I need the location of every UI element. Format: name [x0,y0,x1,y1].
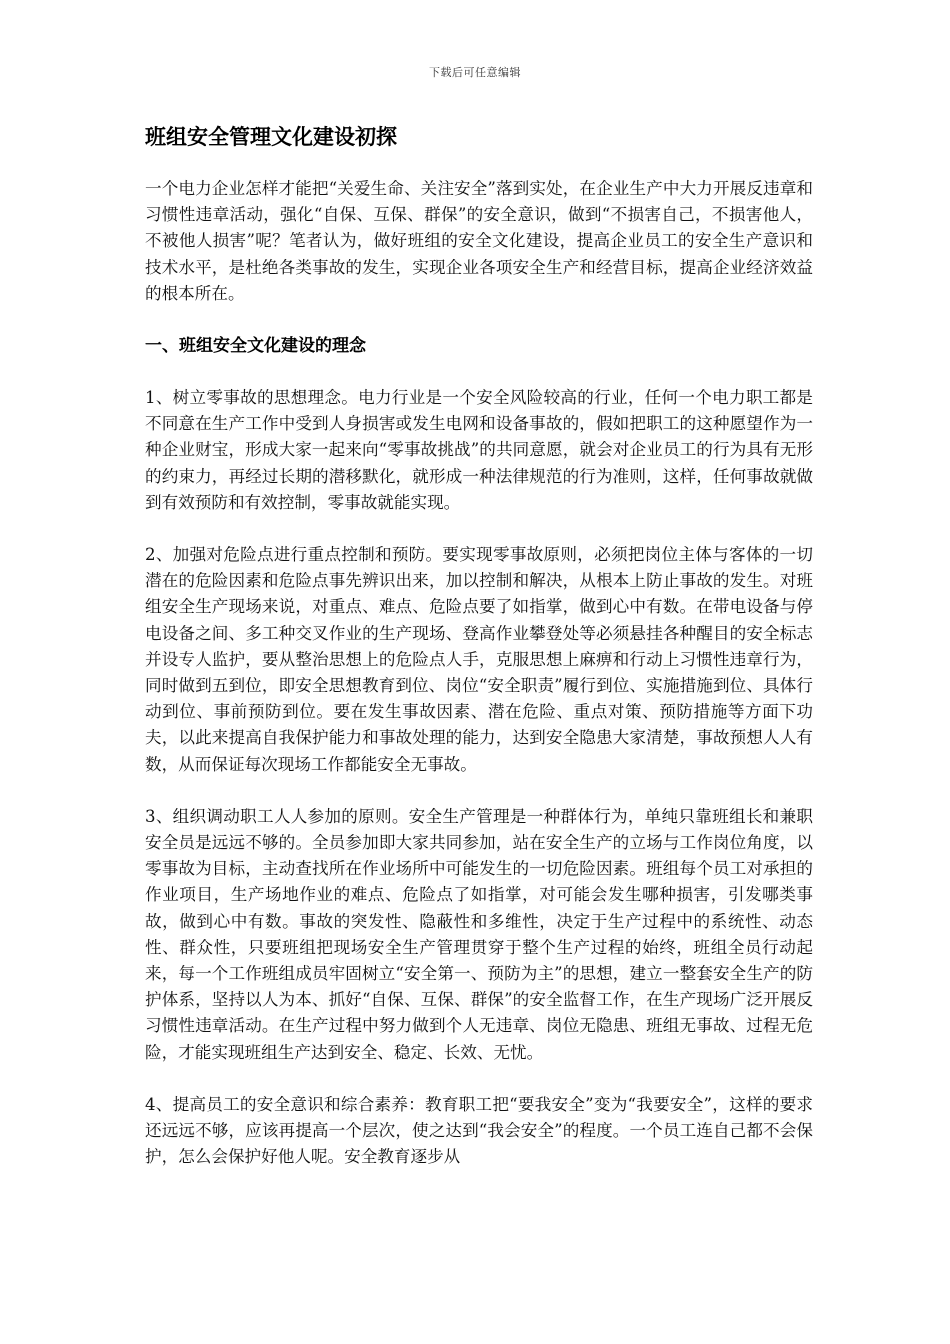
document-body [145,120,813,1197]
intro-paragraph: 一个电力企业怎样才能把“关爱生命、关注安全”落到实处，在企业生产中大力开展反违章和习惯性违章活动，强化“自保、互保、群保”的安全意识，做到“不损害自己，不损害他人，不被他人损害”呢？笔者认为，做好班组的安全文化建设，提高企业员工的安全生产意识和技术水平，是杜绝各类事故的发生，实现企业各项安全生产和经营目标，提高企业经济效益的根本所在。 [145,179,813,303]
paragraph-4: 4、提高员工的安全意识和综合素养：教育职工把“要我安全”变为“我要安全”，这样的要求还远远不够，应该再提高一个层次，使之达到“我会安全”的程度。一个员工连自己都不会保护，怎么会保护好他人呢。安全教育逐步从 [145,1094,813,1167]
document-title: 班组安全管理文化建设初探 [145,125,397,149]
paragraph-2: 2、加强对危险点进行重点控制和预防。要实现零事故原则，必须把岗位主体与客体的一切潜在的危险因素和危险点事先辨识出来，加以控制和解决，从根本上防止事故的发生。对班组安全生产现场来说，对重点、难点、危险点要了如指掌，做到心中有数。在带电设备与停电设备之间、多工种交叉作业的生产现场、登高作业攀登处等必须悬挂各种醒目的安全标志并设专人监护，要从整治思想上的危险点人手，克服思想上麻痹和行动上习惯性违章行为，同时做到五到位，即安全思想教育到位、岗位“安全职责”履行到位、实施措施到位、具体行动到位、事前预防到位。要在发生事故因素、潜在危险、重点对策、预防措施等方面下功夫，以此来提高自我保护能力和事故处理的能力，达到安全隐患大家清楚，事故预想人人有数，从而保证每次现场工作都能安全无事故。 [145,545,813,774]
paragraph-1: 1、树立零事故的思想理念。电力行业是一个安全风险较高的行业，任何一个电力职工都是不同意在生产工作中受到人身损害或发生电网和设备事故的，假如把职工的这种愿望作为一种企业财宝，形成大家一起来向“零事故挑战”的共同意愿，就会对企业员工的行为具有无形的约束力，再经过长期的潜移默化，就形成一种法律规范的行为准则，这样，任何事故就做到有效预防和有效控制，零事故就能实现。 [145,388,813,512]
section-heading: 一、班组安全文化建设的理念 [145,336,366,357]
header-note: 下载后可任意编辑 [429,66,521,79]
paragraph-3: 3、组织调动职工人人参加的原则。安全生产管理是一种群体行为，单纯只靠班组长和兼职安全员是远远不够的。全员参加即大家共同参加，站在安全生产的立场与工作岗位角度，以零事故为目标，主动查找所在作业场所中可能发生的一切危险因素。班组每个员工对承担的作业项目，生产场地作业的难点、危险点了如指掌，对可能会发生哪种损害，引发哪类事故，做到心中有数。事故的突发性、隐蔽性和多维性，决定于生产过程中的系统性、动态性、群众性，只要班组把现场安全生产管理贯穿于整个生产过程的始终，班组全员行动起来，每一个工作班组成员牢固树立“安全第一、预防为主”的思想，建立一整套安全生产的防护体系，坚持以人为本、抓好“自保、互保、群保”的安全监督工作，在生产现场广泛开展反习惯性违章活动。在生产过程中努力做到个人无违章、岗位无隐患、班组无事故、过程无危险，才能实现班组生产达到安全、稳定、长效、无忧。 [145,806,813,1062]
